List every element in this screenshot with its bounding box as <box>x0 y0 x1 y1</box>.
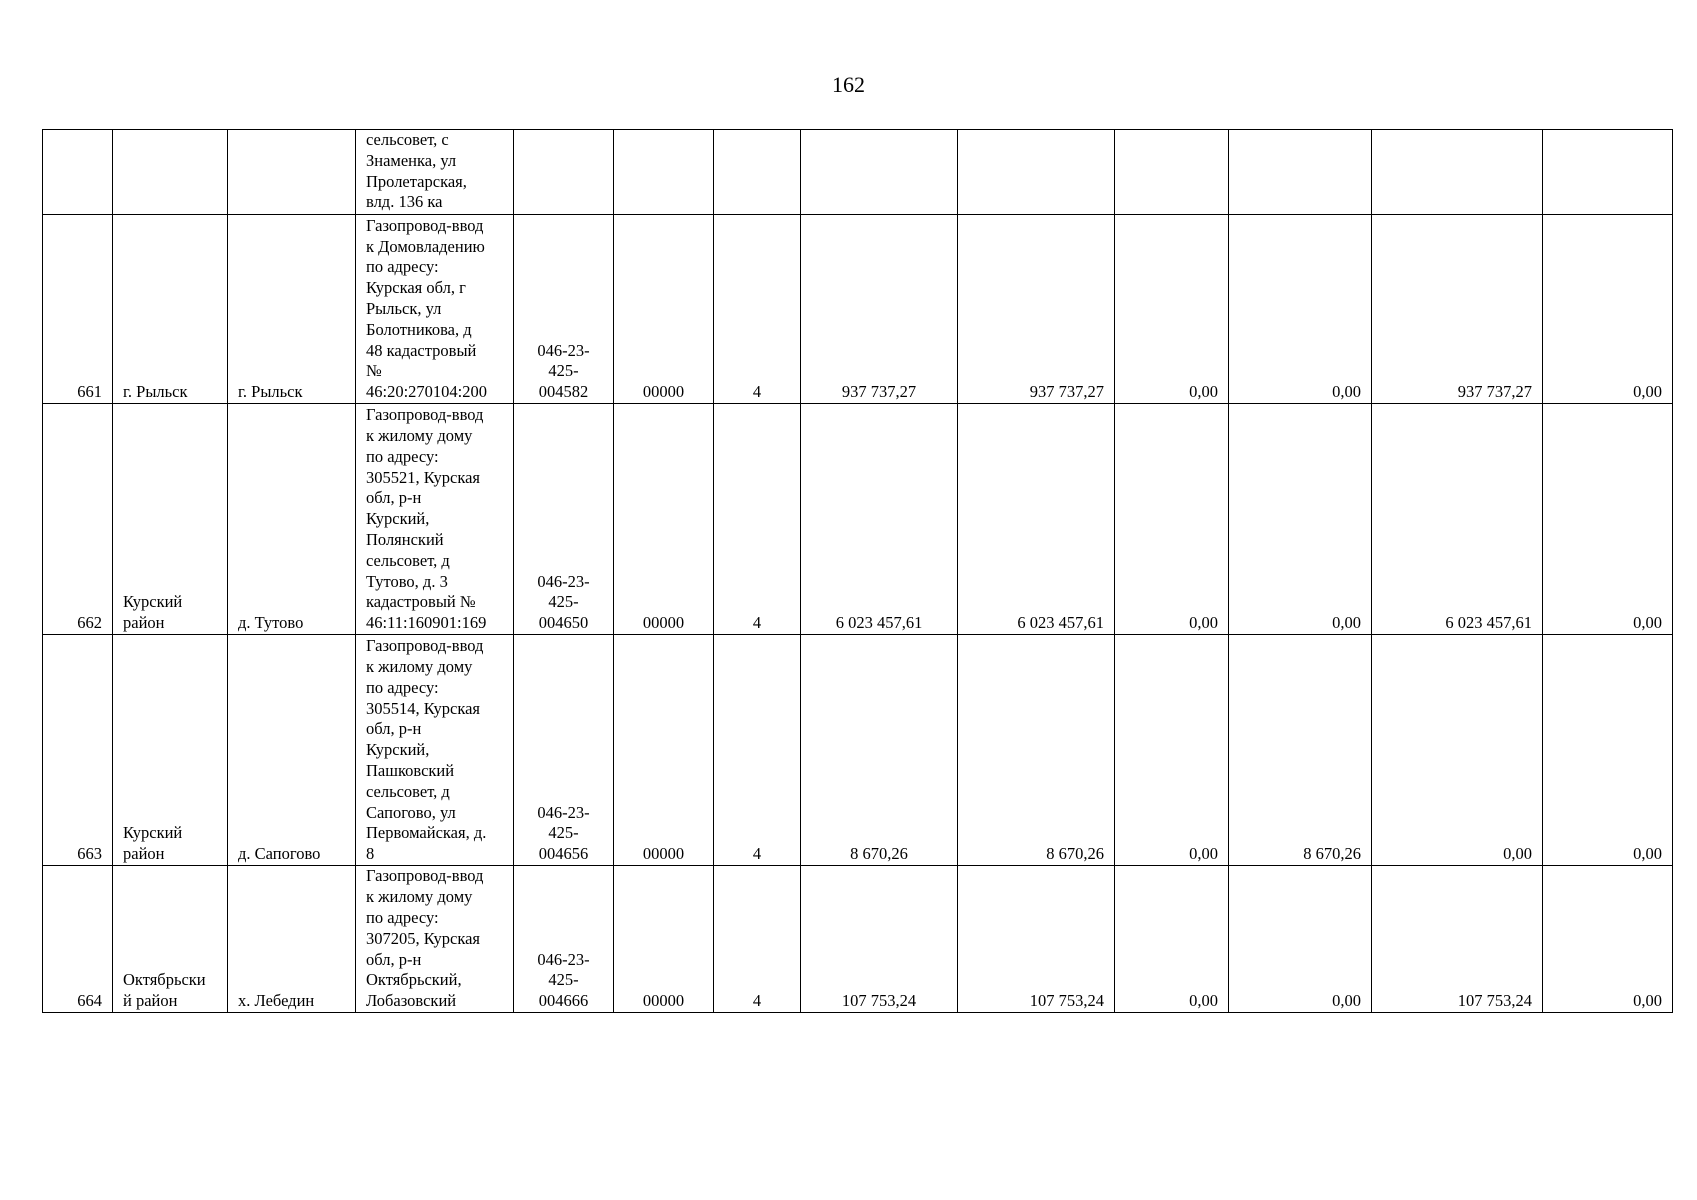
code-suffix-cell: 00000 <box>614 215 714 404</box>
value-5-cell: 0,00 <box>1372 635 1543 866</box>
value-1-cell <box>801 130 958 215</box>
count-cell <box>714 130 801 215</box>
value-3-cell: 0,00 <box>1115 404 1229 635</box>
value-2-cell: 107 753,24 <box>958 866 1115 1013</box>
district-cell: г. Рыльск <box>113 215 228 404</box>
value-6-cell: 0,00 <box>1543 635 1673 866</box>
value-1-cell: 6 023 457,61 <box>801 404 958 635</box>
value-2-cell: 6 023 457,61 <box>958 404 1115 635</box>
value-4-cell: 0,00 <box>1229 404 1372 635</box>
object-code-cell <box>514 130 614 215</box>
value-1-cell: 107 753,24 <box>801 866 958 1013</box>
district-cell: Октябрьски й район <box>113 866 228 1013</box>
page-number: 162 <box>832 72 865 97</box>
value-4-cell: 0,00 <box>1229 215 1372 404</box>
value-5-cell <box>1372 130 1543 215</box>
value-3-cell: 0,00 <box>1115 866 1229 1013</box>
value-2-cell: 937 737,27 <box>958 215 1115 404</box>
object-description-cell: Газопровод-ввод к жилому дому по адресу: 305521, Курская обл, р-н Курский, Полянский сельсовет, д Тутово, д. 3 кадастровый № 46:11:160901:169 <box>356 404 514 635</box>
value-6-cell: 0,00 <box>1543 866 1673 1013</box>
value-2-cell: 8 670,26 <box>958 635 1115 866</box>
settlement-cell <box>228 130 356 215</box>
district-cell: Курский район <box>113 635 228 866</box>
object-description-cell: Газопровод-ввод к жилому дому по адресу: 305514, Курская обл, р-н Курский, Пашковский сельсовет, д Сапогово, ул Первомайская, д. 8 <box>356 635 514 866</box>
count-cell: 4 <box>714 215 801 404</box>
row-number-cell: 663 <box>43 635 113 866</box>
value-6-cell: 0,00 <box>1543 215 1673 404</box>
value-4-cell <box>1229 130 1372 215</box>
code-suffix-cell: 00000 <box>614 635 714 866</box>
value-3-cell: 0,00 <box>1115 215 1229 404</box>
value-4-cell: 8 670,26 <box>1229 635 1372 866</box>
row-number-cell: 662 <box>43 404 113 635</box>
settlement-cell: д. Сапогово <box>228 635 356 866</box>
code-suffix-cell: 00000 <box>614 404 714 635</box>
code-suffix-cell: 00000 <box>614 866 714 1013</box>
code-suffix-cell <box>614 130 714 215</box>
district-cell: Курский район <box>113 404 228 635</box>
count-cell: 4 <box>714 866 801 1013</box>
value-6-cell: 0,00 <box>1543 404 1673 635</box>
district-cell <box>113 130 228 215</box>
settlement-cell: х. Лебедин <box>228 866 356 1013</box>
object-code-cell: 046-23- 425- 004656 <box>514 635 614 866</box>
table-row <box>43 635 1673 866</box>
value-4-cell: 0,00 <box>1229 866 1372 1013</box>
value-5-cell: 107 753,24 <box>1372 866 1543 1013</box>
value-3-cell: 0,00 <box>1115 635 1229 866</box>
row-number-cell: 664 <box>43 866 113 1013</box>
object-code-cell: 046-23- 425- 004650 <box>514 404 614 635</box>
object-description-cell: сельсовет, с Знаменка, ул Пролетарская, влд. 136 ка <box>356 130 514 215</box>
value-1-cell: 8 670,26 <box>801 635 958 866</box>
table-row <box>43 215 1673 404</box>
table-row <box>43 130 1673 215</box>
count-cell: 4 <box>714 404 801 635</box>
object-description-cell: Газопровод-ввод к Домовладению по адресу: Курская обл, г Рыльск, ул Болотникова, д 48 кадастровый № 46:20:270104:200 <box>356 215 514 404</box>
register-table <box>42 129 1673 1013</box>
object-code-cell: 046-23- 425- 004582 <box>514 215 614 404</box>
object-description-cell: Газопровод-ввод к жилому дому по адресу: 307205, Курская обл, р-н Октябрьский, Лобазовский <box>356 866 514 1013</box>
count-cell: 4 <box>714 635 801 866</box>
object-code-cell: 046-23- 425- 004666 <box>514 866 614 1013</box>
row-number-cell: 661 <box>43 215 113 404</box>
settlement-cell: г. Рыльск <box>228 215 356 404</box>
value-1-cell: 937 737,27 <box>801 215 958 404</box>
row-number-cell <box>43 130 113 215</box>
value-2-cell <box>958 130 1115 215</box>
settlement-cell: д. Тутово <box>228 404 356 635</box>
table-row <box>43 866 1673 1013</box>
value-3-cell <box>1115 130 1229 215</box>
value-5-cell: 6 023 457,61 <box>1372 404 1543 635</box>
value-5-cell: 937 737,27 <box>1372 215 1543 404</box>
value-6-cell <box>1543 130 1673 215</box>
table-row <box>43 404 1673 635</box>
